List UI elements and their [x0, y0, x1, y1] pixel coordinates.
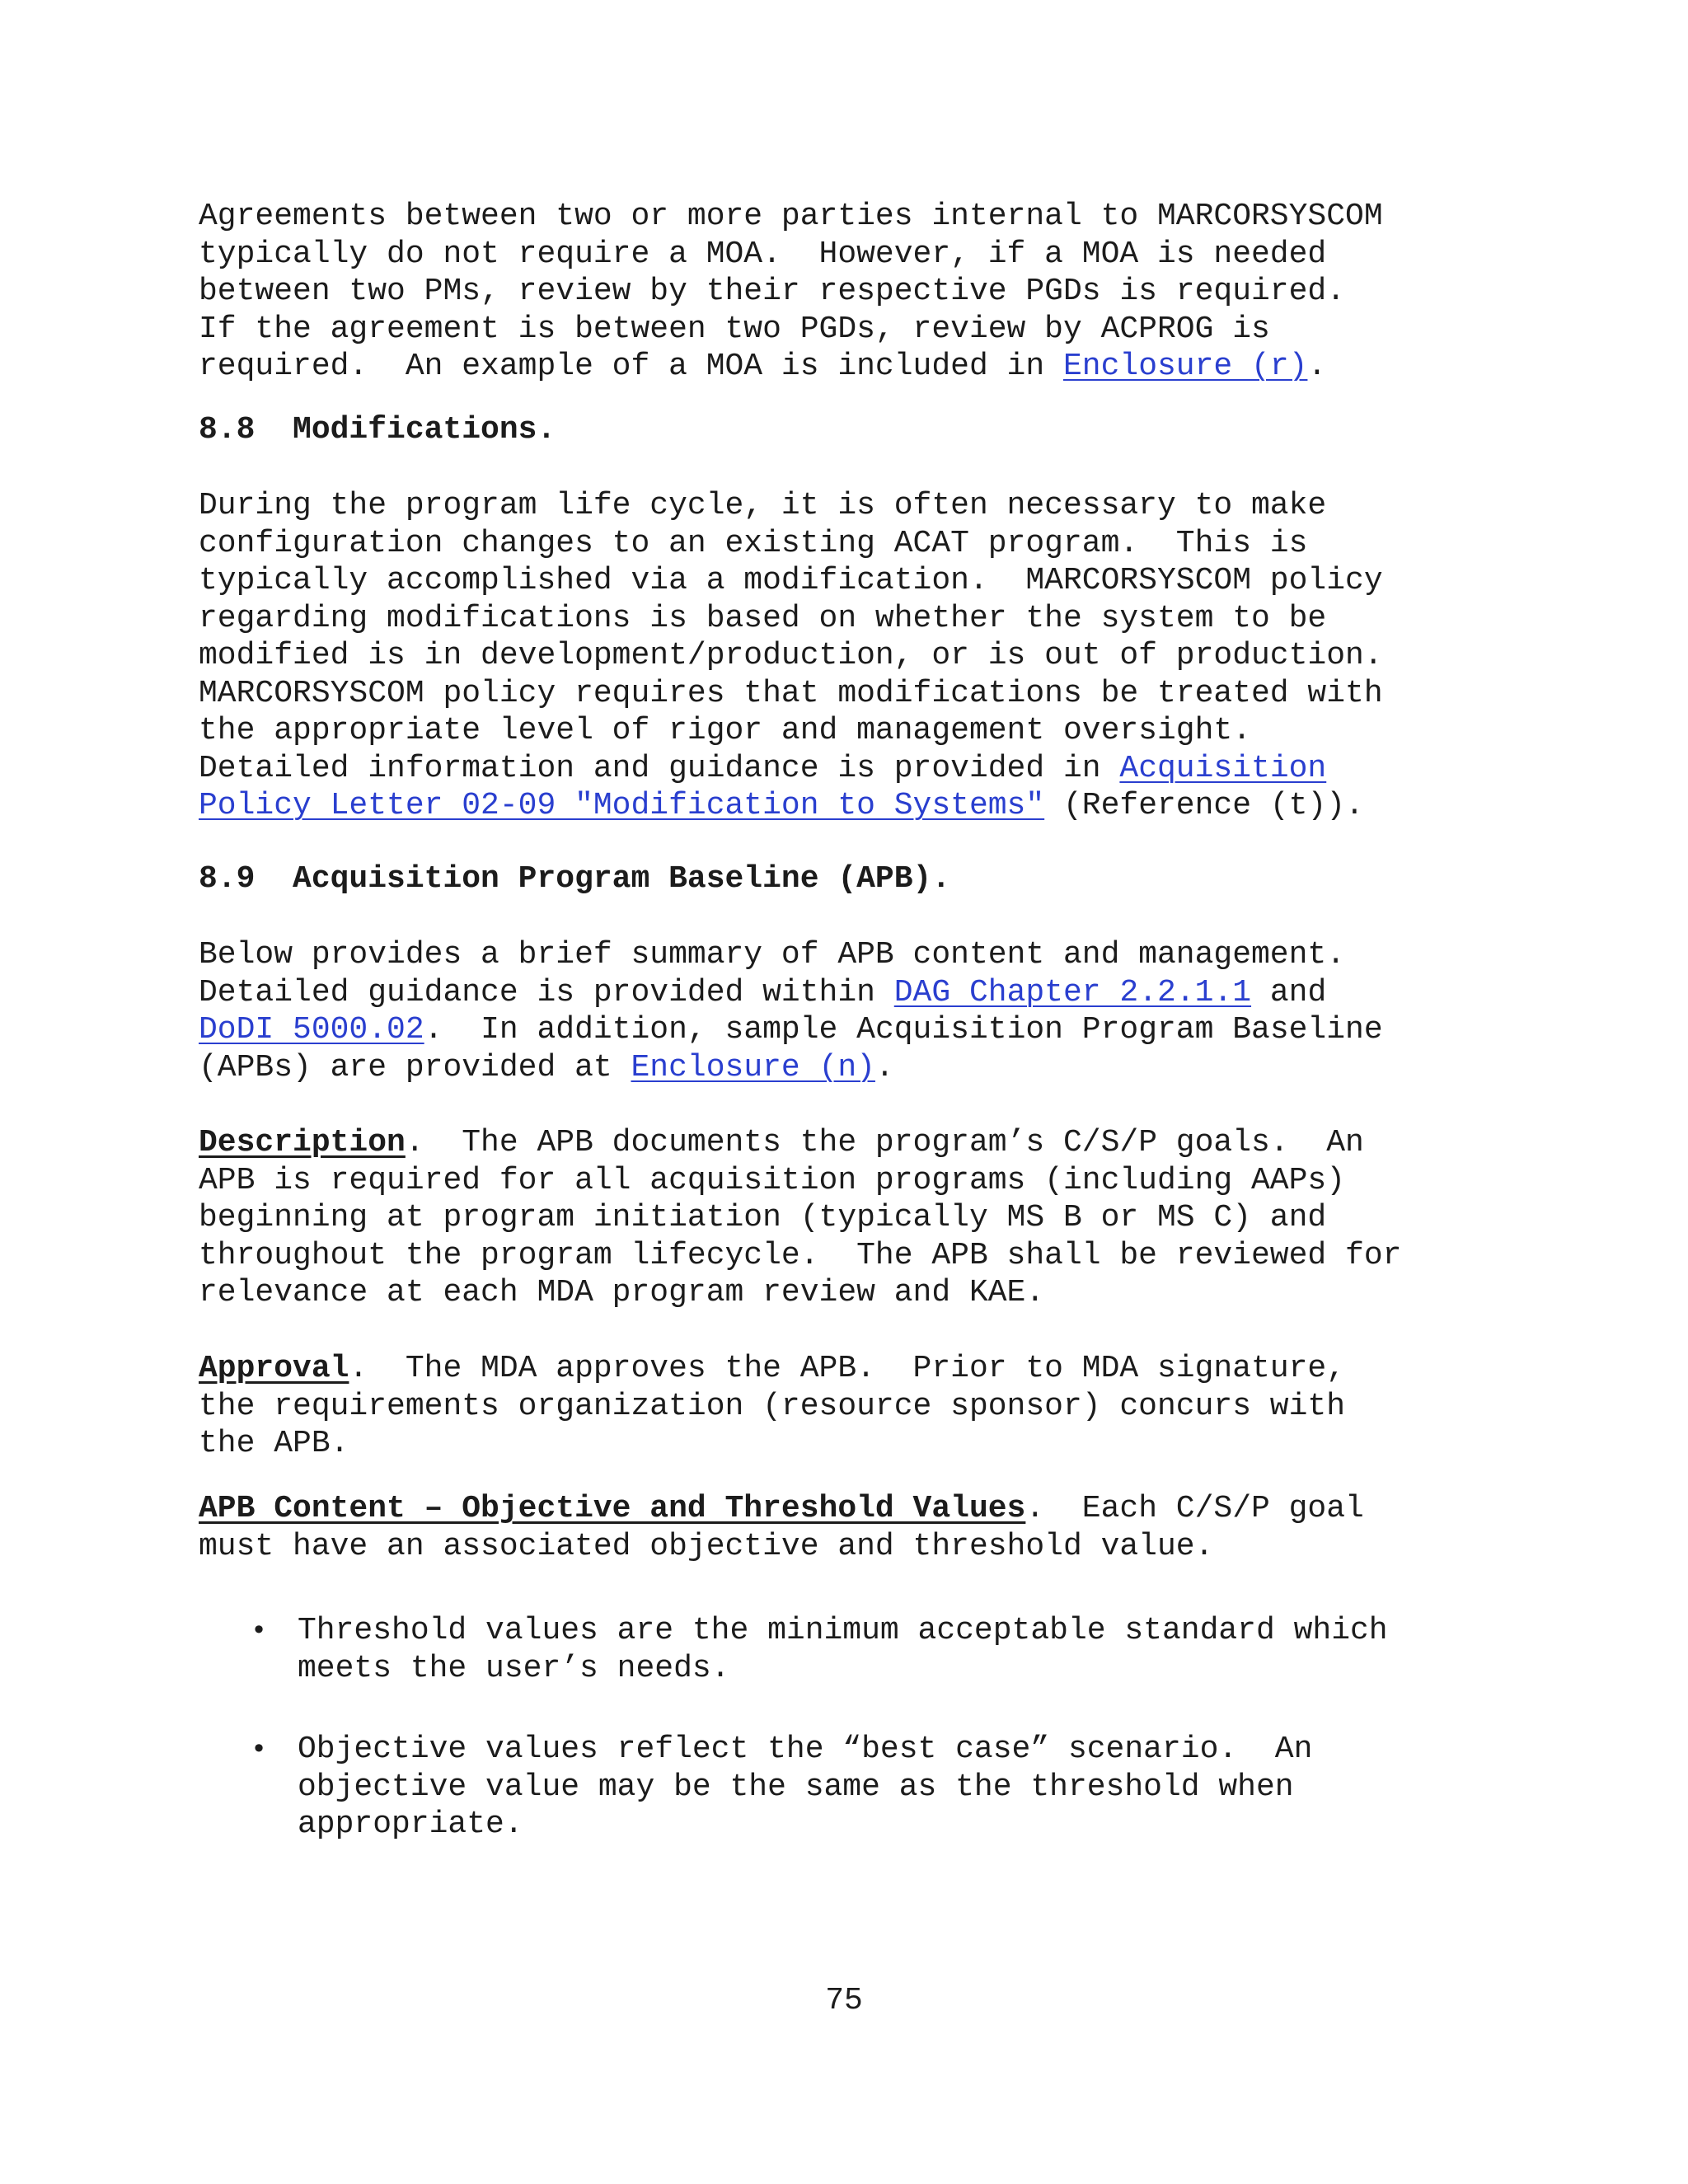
approval-line-1	[199, 1350, 1517, 1388]
intro-line-5-end: .	[1307, 349, 1327, 384]
modifications-line-3: typically accomplished via a modification. MARCORSYSCOM policy	[199, 563, 1383, 598]
apb-summary-line-3	[199, 1011, 1517, 1049]
acquisition-policy-letter-link-cont[interactable]: Policy Letter 02-09 "Modification to Systems"	[199, 788, 1045, 823]
description-paragraph	[199, 1124, 1517, 1312]
section-8-8-title: 8.8 Modifications.	[199, 412, 556, 448]
apb-summary-line-3-end: . In addition, sample Acquisition Program Baseline	[424, 1012, 1383, 1047]
bullet-icon: •	[251, 1733, 267, 1765]
apb-summary-line-4-text: (APBs) are provided at	[199, 1049, 631, 1085]
intro-line-5	[199, 348, 1517, 386]
approval-line-2: the requirements organization (resource sponsor) concurs with	[199, 1388, 1346, 1424]
description-line-5: relevance at each MDA program review and KAE.	[199, 1275, 1045, 1310]
bullet-2-line-1: Objective values reflect the “best case” scenario. An	[298, 1732, 1313, 1767]
modifications-line-8	[199, 750, 1517, 788]
intro-paragraph	[199, 198, 1517, 386]
page-number: 75	[825, 1983, 863, 2018]
dodi-5000-02-link[interactable]: DoDI 5000.02	[199, 1012, 424, 1047]
apb-content-line-1-text: . Each C/S/P goal	[1025, 1491, 1364, 1526]
bullet-2-line-2: objective value may be the same as the threshold when	[298, 1769, 1294, 1805]
description-line-3: beginning at program initiation (typically MS B or MS C) and	[199, 1200, 1327, 1235]
apb-content-label: APB Content – Objective and Threshold Values	[199, 1491, 1026, 1526]
modifications-line-2: configuration changes to an existing ACAT program. This is	[199, 525, 1308, 561]
apb-summary-line-2-end: and	[1251, 974, 1327, 1010]
approval-paragraph	[199, 1350, 1517, 1463]
apb-summary-line-2-text: Detailed guidance is provided within	[199, 974, 894, 1010]
intro-line-5-text: required. An example of a MOA is included in	[199, 349, 1063, 384]
apb-summary-line-4-end: .	[874, 1049, 894, 1085]
modifications-line-5: modified is in development/production, or is out of production.	[199, 638, 1383, 673]
approval-line-1-text: . The MDA approves the APB. Prior to MDA signature,	[349, 1351, 1346, 1386]
description-line-1	[199, 1124, 1517, 1162]
bullet-text	[298, 1612, 1388, 1687]
apb-summary-paragraph	[199, 936, 1517, 1086]
description-line-4: throughout the program lifecycle. The APB shall be reviewed for	[199, 1237, 1402, 1273]
approval-line-3: the APB.	[199, 1426, 349, 1461]
modifications-line-9	[199, 787, 1517, 825]
bullet-text	[298, 1731, 1312, 1844]
bullet-1-line-2: meets the user’s needs.	[298, 1650, 730, 1686]
section-8-9-title: 8.9 Acquisition Program Baseline (APB).	[199, 861, 951, 897]
apb-content-line-2: must have an associated objective and threshold value.	[199, 1528, 1214, 1564]
intro-line-3: between two PMs, review by their respective PGDs is required.	[199, 274, 1346, 309]
apb-summary-line-2	[199, 974, 1517, 1012]
enclosure-r-link[interactable]: Enclosure (r)	[1062, 349, 1308, 384]
modifications-line-8-text: Detailed information and guidance is provided in	[199, 750, 1120, 786]
intro-line-4: If the agreement is between two PGDs, review by ACPROG is	[199, 311, 1270, 347]
section-8-9-heading	[199, 860, 1517, 898]
description-line-1-text: . The APB documents the program’s C/S/P goals. An	[405, 1125, 1364, 1160]
modifications-line-9-end: (Reference (t)).	[1044, 788, 1364, 823]
intro-line-1: Agreements between two or more parties internal to MARCORSYSCOM	[199, 199, 1383, 234]
modifications-line-1: During the program life cycle, it is often necessary to make	[199, 488, 1327, 523]
apb-summary-line-4	[199, 1049, 1517, 1087]
enclosure-n-link[interactable]: Enclosure (n)	[631, 1049, 875, 1085]
modifications-line-6: MARCORSYSCOM policy requires that modifications be treated with	[199, 675, 1383, 711]
bullet-1-line-1: Threshold values are the minimum acceptable standard which	[298, 1613, 1388, 1648]
intro-line-2: typically do not require a MOA. However, if a MOA is needed	[199, 236, 1327, 272]
apb-content-line-1	[199, 1490, 1517, 1528]
approval-label: Approval	[199, 1351, 349, 1386]
modifications-line-7: the appropriate level of rigor and management oversight.	[199, 713, 1252, 748]
bullet-2-line-3: appropriate.	[298, 1807, 523, 1842]
section-8-8-heading	[199, 411, 1517, 449]
apb-summary-line-1: Below provides a brief summary of APB content and management.	[199, 937, 1346, 972]
description-line-2: APB is required for all acquisition programs (including AAPs)	[199, 1162, 1346, 1198]
description-label: Description	[199, 1125, 406, 1160]
modifications-line-4: regarding modifications is based on whether the system to be	[199, 600, 1327, 636]
apb-content-paragraph	[199, 1490, 1517, 1565]
bullet-icon: •	[251, 1615, 267, 1646]
modifications-paragraph	[199, 487, 1517, 825]
acquisition-policy-letter-link[interactable]: Acquisition	[1119, 750, 1327, 786]
dag-chapter-link[interactable]: DAG Chapter 2.2.1.1	[893, 974, 1252, 1010]
